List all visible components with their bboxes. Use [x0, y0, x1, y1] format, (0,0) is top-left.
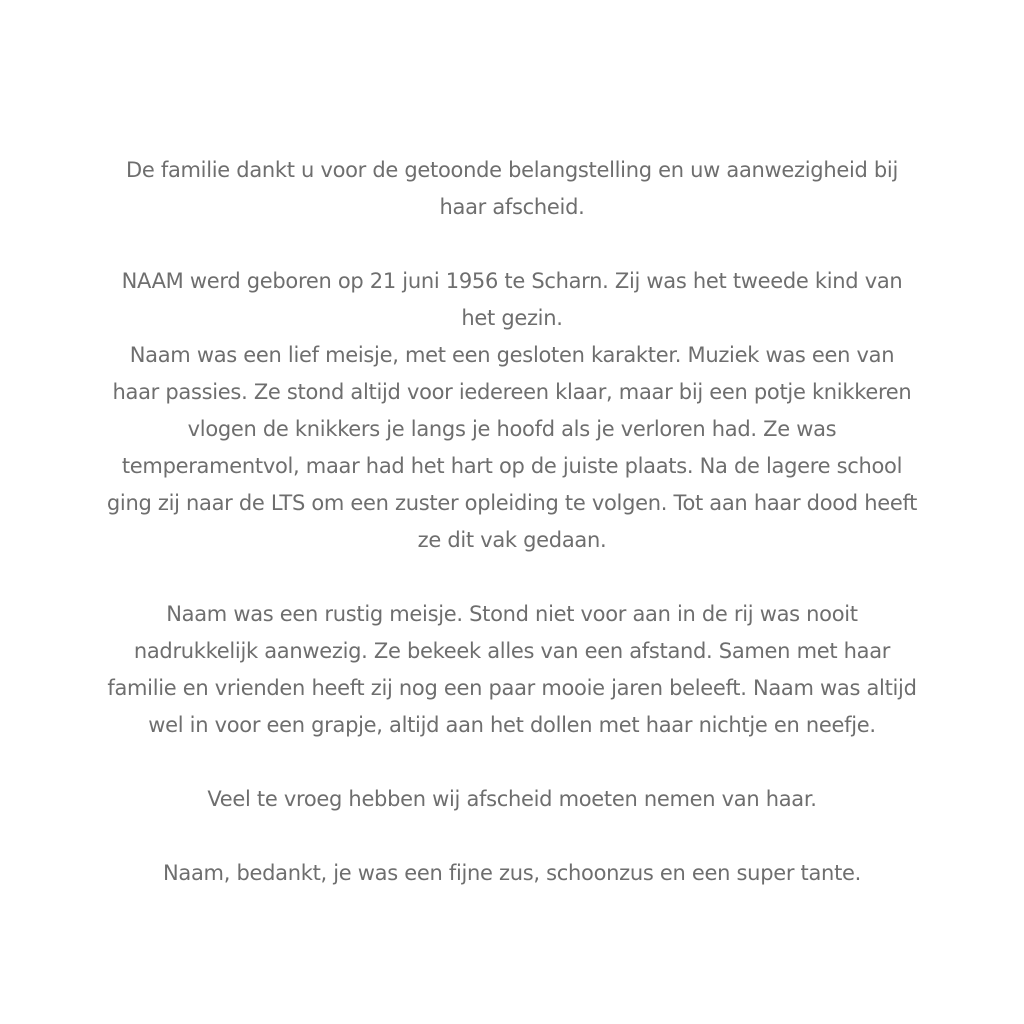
paragraph-spacer [64, 559, 960, 596]
paragraph-spacer [64, 818, 960, 855]
thanks-paragraph [64, 152, 960, 226]
too-early-paragraph [64, 781, 960, 818]
text-line: Naam was een rustig meisje. Stond niet voor aan in de rij was nooit [166, 602, 858, 626]
text-line: wel in voor een grapje, altijd aan het dollen met haar nichtje en neefje. [148, 713, 876, 737]
text-line: haar afscheid. [439, 195, 585, 219]
text-line: Veel te vroeg hebben wij afscheid moeten nemen van haar. [207, 787, 817, 811]
text-line: nadrukkelijk aanwezig. Ze bekeek alles van een afstand. Samen met haar [133, 639, 891, 663]
paragraph-spacer [64, 744, 960, 781]
text-line: vlogen de knikkers je langs je hoofd als je verloren had. Ze was [187, 417, 837, 441]
paragraph-spacer [64, 226, 960, 263]
text-line: Naam was een lief meisje, met een gesloten karakter. Muziek was een van [129, 343, 895, 367]
text-line: ging zij naar de LTS om een zuster opleiding te volgen. Tot aan haar dood heeft [106, 491, 918, 515]
biography-paragraph [64, 263, 960, 559]
memorial-text [64, 152, 960, 892]
farewell-paragraph [64, 855, 960, 892]
character-paragraph [64, 596, 960, 744]
text-line: het gezin. [461, 306, 563, 330]
text-line: temperamentvol, maar had het hart op de juiste plaats. Na de lagere school [121, 454, 903, 478]
text-line: De familie dankt u voor de getoonde belangstelling en uw aanwezigheid bij [126, 158, 898, 182]
text-line: NAAM werd geboren op 21 juni 1956 te Scharn. Zij was het tweede kind van [121, 269, 903, 293]
text-line: haar passies. Ze stond altijd voor iedereen klaar, maar bij een potje knikkeren [112, 380, 912, 404]
text-line: Naam, bedankt, je was een fijne zus, schoonzus en een super tante. [163, 861, 861, 885]
text-line: familie en vrienden heeft zij nog een paar mooie jaren beleeft. Naam was altijd [107, 676, 917, 700]
text-line: ze dit vak gedaan. [417, 528, 607, 552]
